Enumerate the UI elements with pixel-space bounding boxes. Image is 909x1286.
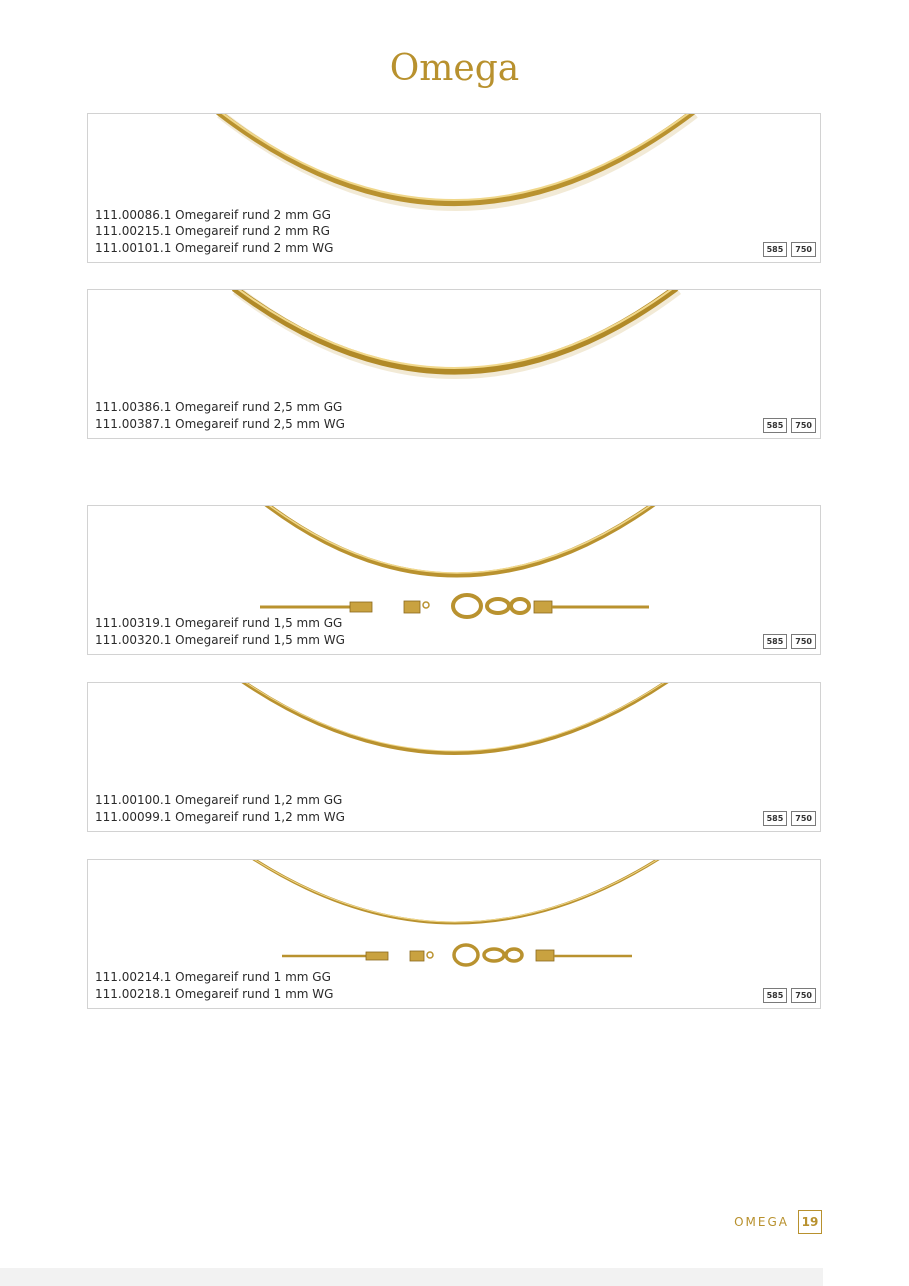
hallmark-585: 585 [763, 988, 788, 1003]
product-panel-1 [87, 113, 821, 263]
bottom-strip [0, 1268, 823, 1286]
hallmark-585: 585 [763, 418, 788, 433]
hallmark-750: 750 [791, 988, 816, 1003]
product-panel-3 [87, 505, 821, 655]
product-codes [95, 399, 345, 432]
product-line: 111.00387.1 Omegareif rund 2,5 mm WG [95, 416, 345, 431]
product-codes [95, 615, 345, 648]
hallmark-750: 750 [791, 418, 816, 433]
hallmark-750: 750 [791, 634, 816, 649]
product-line: 111.00319.1 Omegareif rund 1,5 mm GG [95, 616, 343, 630]
hallmark-badges [763, 988, 816, 1003]
product-line: 111.00101.1 Omegareif rund 2 mm WG [95, 240, 334, 255]
product-line: 111.00386.1 Omegareif rund 2,5 mm GG [95, 400, 343, 414]
page-footer [734, 1210, 822, 1234]
product-panel-2 [87, 289, 821, 439]
product-line: 111.00218.1 Omegareif rund 1 mm WG [95, 986, 334, 1001]
product-codes [95, 969, 333, 1002]
product-line: 111.00215.1 Omegareif rund 2 mm RG [95, 224, 330, 238]
product-line: 111.00320.1 Omegareif rund 1,5 mm WG [95, 632, 345, 647]
hallmark-585: 585 [763, 811, 788, 826]
product-line: 111.00100.1 Omegareif rund 1,2 mm GG [95, 793, 343, 807]
hallmark-badges [763, 634, 816, 649]
hallmark-750: 750 [791, 242, 816, 257]
page-number: 19 [798, 1210, 822, 1234]
product-line: 111.00214.1 Omegareif rund 1 mm GG [95, 970, 331, 984]
hallmark-585: 585 [763, 634, 788, 649]
hallmark-badges [763, 242, 816, 257]
hallmark-750: 750 [791, 811, 816, 826]
product-panel-4 [87, 682, 821, 832]
hallmark-585: 585 [763, 242, 788, 257]
section-label: OMEGA [734, 1215, 789, 1229]
product-codes [95, 207, 333, 257]
product-codes [95, 792, 345, 825]
hallmark-badges [763, 811, 816, 826]
product-panel-5 [87, 859, 821, 1009]
page-title: Omega [389, 48, 520, 89]
product-line: 111.00086.1 Omegareif rund 2 mm GG [95, 207, 331, 222]
hallmark-badges [763, 418, 816, 433]
product-line: 111.00099.1 Omegareif rund 1,2 mm WG [95, 809, 345, 824]
